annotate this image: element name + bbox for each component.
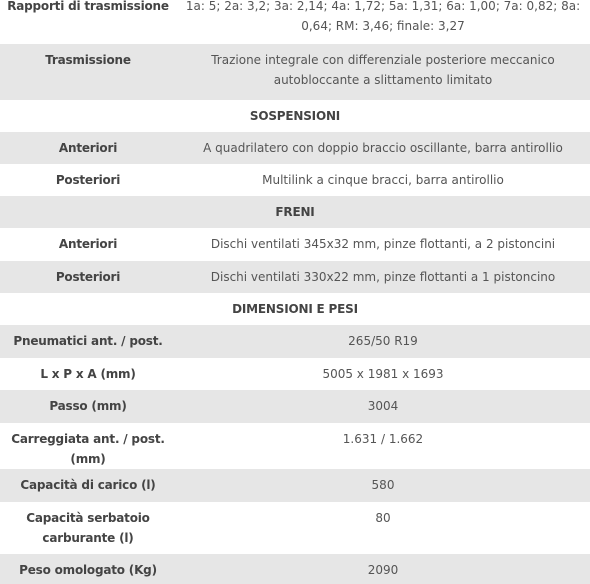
section-heading: SOSPENSIONI [0,100,590,132]
section-heading: FRENI [0,196,590,228]
table-row [0,358,590,390]
spec-label: Anteriori [0,228,176,261]
spec-label: Peso omologato (Kg) [0,554,176,584]
spec-value: 80 [176,502,590,554]
spec-value: Dischi ventilati 330x22 mm, pinze flottanti a 1 pistoncino [176,261,590,293]
spec-value: 2090 [176,554,590,584]
spec-label: Anteriori [0,132,176,164]
table-row [0,228,590,261]
spec-label: L x P x A (mm) [0,358,176,390]
spec-label: Rapporti di trasmissione [0,0,176,44]
table-row [0,554,590,584]
spec-label: Passo (mm) [0,390,176,423]
spec-value: Trazione integrale con differenziale posteriore meccanico autobloccante a slittamento limitato [176,44,590,100]
table-row [0,261,590,293]
section-row [0,196,590,228]
spec-label: Capacità di carico (l) [0,469,176,502]
table-row [0,423,590,469]
table-row [0,390,590,423]
spec-label: Pneumatici ant. / post. [0,325,176,358]
table-row [0,44,590,100]
spec-label: Capacità serbatoio carburante (l) [0,502,176,554]
section-row [0,100,590,132]
spec-label: Trasmissione [0,44,176,100]
spec-value: 1.631 / 1.662 [176,423,590,469]
spec-value: 1a: 5; 2a: 3,2; 3a: 2,14; 4a: 1,72; 5a: 1,31; 6a: 1,00; 7a: 0,82; 8a: 0,64; RM: 3,46; finale: 3,27 [176,0,590,44]
spec-label: Carreggiata ant. / post. (mm) [0,423,176,469]
spec-label: Posteriori [0,164,176,196]
spec-value: 265/50 R19 [176,325,590,358]
section-heading: DIMENSIONI E PESI [0,293,590,325]
table-row [0,132,590,164]
spec-value: A quadrilatero con doppio braccio oscillante, barra antirollio [176,132,590,164]
spec-value: 5005 x 1981 x 1693 [176,358,590,390]
spec-value: 3004 [176,390,590,423]
table-row [0,325,590,358]
table-row [0,0,590,44]
spec-value: Dischi ventilati 345x32 mm, pinze flottanti, a 2 pistoncini [176,228,590,261]
spec-value: 580 [176,469,590,502]
table-row [0,502,590,554]
table-row [0,469,590,502]
section-row [0,293,590,325]
spec-value: Multilink a cinque bracci, barra antirollio [176,164,590,196]
table-row [0,164,590,196]
spec-label: Posteriori [0,261,176,293]
